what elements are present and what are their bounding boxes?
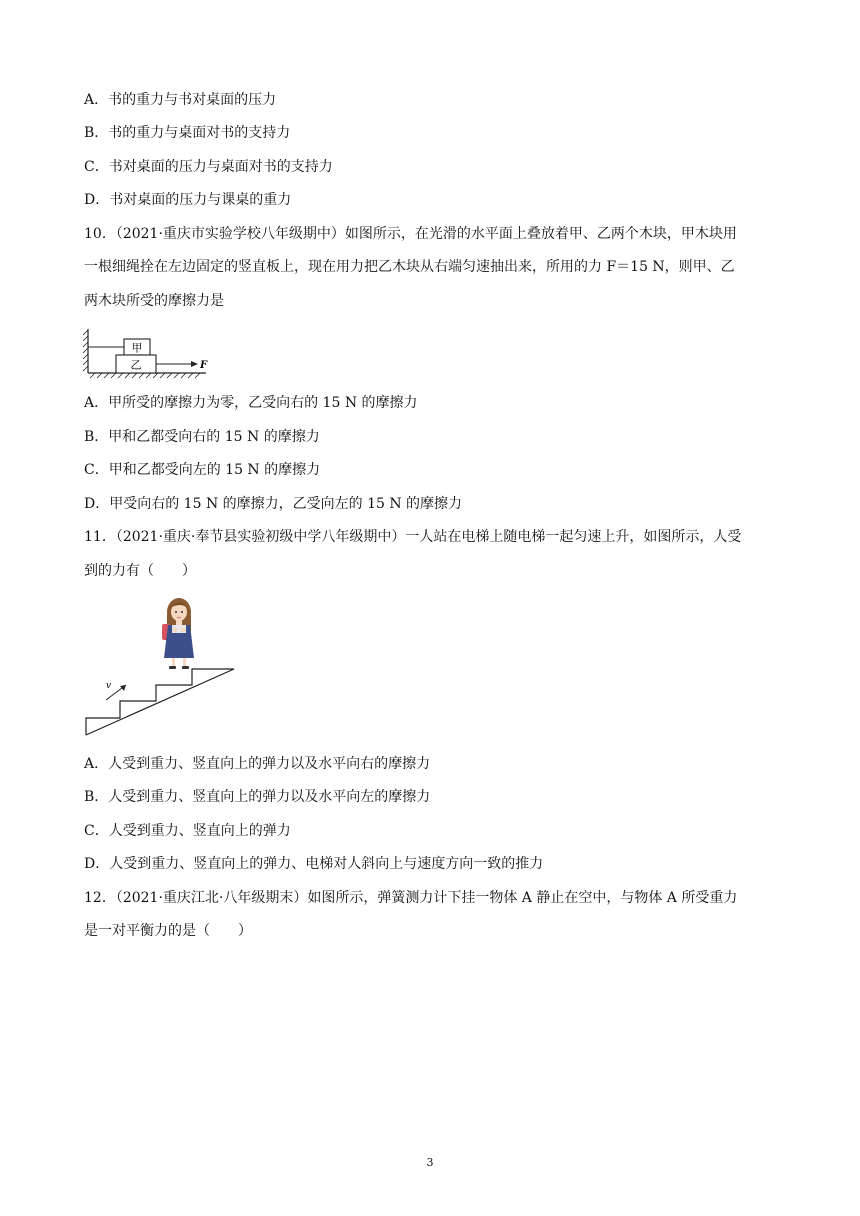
q10-option-c: C．甲和乙都受向左的 15 N 的摩擦力 [84, 462, 321, 478]
q10-option-a: A．甲所受的摩擦力为零，乙受向右的 15 N 的摩擦力 [84, 395, 418, 411]
q12-stem-line-2: 是一对平衡力的是（ ） [84, 923, 252, 939]
wall-hatch [83, 330, 88, 371]
q11-stem-line-2: 到的力有（ ） [84, 563, 196, 579]
block-top-label: 甲 [131, 341, 143, 355]
q10-option-b: B．甲和乙都受向右的 15 N 的摩擦力 [84, 429, 320, 445]
page-number: 3 [426, 1156, 434, 1169]
q9-option-a: A．书的重力与书对桌面的压力 [84, 92, 277, 108]
escalator-steps [86, 669, 234, 735]
q10-stem-line-3: 两木块所受的摩擦力是 [84, 293, 224, 309]
q11-stem-line-1: 11．（2021·重庆·奉节县实验初级中学八年级期中）一人站在电梯上随电梯一起匀速上升，如图所示，人受 [84, 529, 742, 545]
q10-figure [82, 325, 212, 381]
q10-option-d: D．甲受向右的 15 N 的摩擦力，乙受向左的 15 N 的摩擦力 [84, 496, 463, 512]
q11-option-b: B．人受到重力、竖直向上的弹力以及水平向左的摩擦力 [84, 789, 431, 805]
q11-figure [82, 592, 242, 740]
q10-stem-line-1: 10．（2021·重庆市实验学校八年级期中）如图所示，在光滑的水平面上叠放着甲、乙两个木块，甲木块用 [84, 226, 737, 242]
block-bottom-label: 乙 [130, 358, 142, 372]
q9-option-d: D．书对桌面的压力与课桌的重力 [84, 192, 292, 208]
q11-option-c: C．人受到重力、竖直向上的弹力 [84, 823, 291, 839]
force-label: F [200, 360, 208, 371]
ground-hatch [90, 373, 200, 378]
velocity-label: v [106, 681, 112, 691]
velocity-arrowhead [120, 685, 126, 691]
q12-stem-line-1: 12．（2021·重庆江北·八年级期末）如图所示，弹簧测力计下挂一物体 A 静止在空中，与物体 A 所受重力 [84, 890, 738, 906]
force-arrowhead [191, 361, 198, 367]
q9-option-b: B．书的重力与桌面对书的支持力 [84, 125, 291, 141]
person-illustration [162, 598, 194, 669]
q11-option-a: A．人受到重力、竖直向上的弹力以及水平向右的摩擦力 [84, 756, 431, 772]
q9-option-c: C．书对桌面的压力与桌面对书的支持力 [84, 159, 333, 175]
q10-stem-line-2: 一根细绳拴在左边固定的竖直板上，现在用力把乙木块从右端匀速抽出来，所用的力 F＝15 N，则甲、乙 [84, 259, 735, 275]
q11-option-d: D．人受到重力、竖直向上的弹力、电梯对人斜向上与速度方向一致的推力 [84, 856, 544, 872]
